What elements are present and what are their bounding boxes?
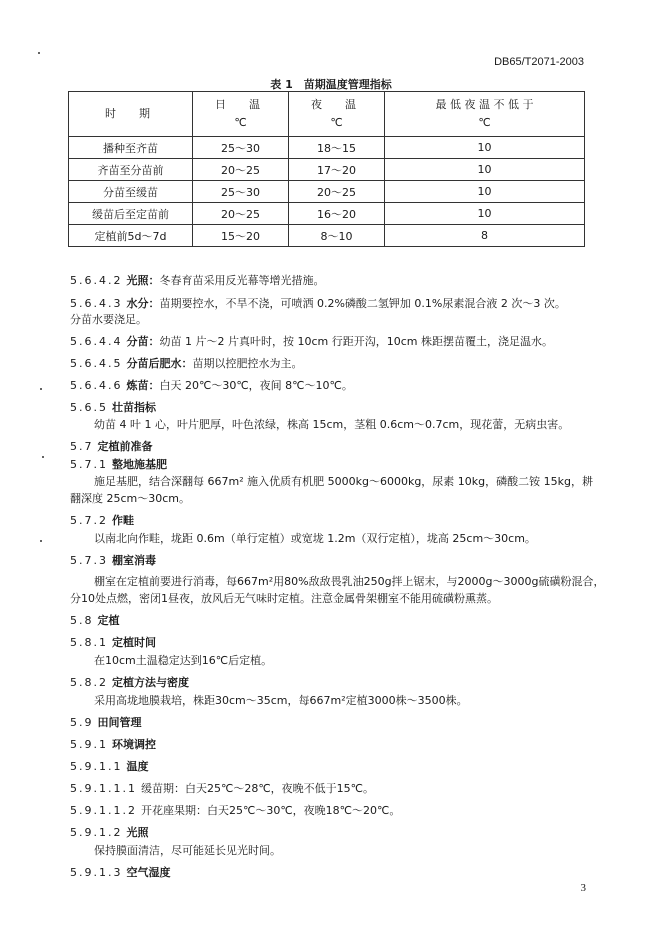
section-line — [70, 554, 156, 568]
section-text: 施足基肥，结合深翻每 667m² 施入优质有机肥 5000kg～6000kg，尿素 10kg，磷酸二铵 15kg，耕 — [94, 475, 593, 488]
paragraph-line — [70, 492, 190, 506]
section-title: 棚室消毒 — [112, 554, 156, 567]
table-cell: 15～20 — [193, 225, 289, 247]
header-night-temp: 夜 温 ℃ — [289, 92, 385, 137]
section-line — [70, 804, 400, 818]
table-cell: 25～30 — [193, 181, 289, 203]
section-number: 5.8.1 — [70, 636, 108, 649]
section-line — [70, 676, 189, 690]
section-number: 5.7.3 — [70, 554, 108, 567]
section-number: 5.7 — [70, 440, 94, 453]
section-text: 在10cm土温稳定达到16℃后定植。 — [94, 654, 273, 667]
table-cell: 17～20 — [289, 159, 385, 181]
table-row — [69, 225, 585, 247]
section-line — [70, 357, 302, 371]
section-text: 幼苗 1 片～2 片真叶时，按 10cm 行距开沟，10cm 株距摆苗覆土，浇足温水。 — [159, 335, 553, 348]
section-number: 5.9 — [70, 716, 94, 729]
section-line — [70, 716, 142, 730]
section-text: 幼苗 4 叶 1 心，叶片肥厚，叶色浓绿，株高 15cm，茎粗 0.6cm～0.7cm，现花蕾，无病虫害。 — [94, 418, 570, 431]
section-number: 5.6.4.3 — [70, 297, 123, 310]
section-number: 5.9.1.2 — [70, 826, 123, 839]
table-cell: 分苗至缓苗 — [69, 181, 193, 203]
section-text: 冬春育苗采用反光幕等增光措施。 — [159, 274, 325, 287]
section-line — [70, 335, 553, 349]
section-text: 苗期以控肥控水为主。 — [192, 357, 303, 370]
paragraph-line — [70, 313, 147, 327]
section-title: 定植时间 — [112, 636, 156, 649]
section-line — [70, 614, 120, 628]
table-cell: 10 — [385, 159, 585, 181]
paragraph-line — [94, 694, 468, 708]
section-title: 田间管理 — [97, 716, 142, 729]
section-line — [70, 866, 170, 880]
section-title: 分苗： — [126, 335, 160, 348]
table-cell: 20～25 — [193, 159, 289, 181]
section-text: 保持膜面清洁，尽可能延长见光时间。 — [94, 844, 281, 857]
section-number: 5.6.4.2 — [70, 274, 123, 287]
section-number: 5.9.1.3 — [70, 866, 123, 879]
section-title: 光照： — [126, 274, 160, 287]
section-line — [70, 760, 148, 774]
section-number: 5.6.4.5 — [70, 357, 123, 370]
section-title: 定植方法与密度 — [112, 676, 189, 689]
table-cell: 10 — [385, 137, 585, 159]
section-text: 以南北向作畦，垅距 0.6m（单行定植）或宽垅 1.2m（双行定植），垅高 25cm～30cm。 — [94, 532, 536, 545]
paragraph-line — [70, 592, 498, 606]
table-row — [69, 137, 585, 159]
section-number: 5.9.1.1.1 — [70, 782, 137, 795]
paragraph-line — [94, 475, 593, 489]
table-row — [69, 159, 585, 181]
section-number: 5.7.1 — [70, 458, 108, 471]
section-title: 分苗后肥水： — [126, 357, 193, 370]
section-text: 分10处点燃，密闭1昼夜，放风后无气味时定植。注意金属骨架棚室不能用硫磺粉熏蒸。 — [70, 592, 498, 605]
table-cell: 齐苗至分苗前 — [69, 159, 193, 181]
section-line — [70, 440, 153, 454]
section-text: 翻深度 25cm～30cm。 — [70, 492, 191, 505]
table-row — [69, 203, 585, 225]
table-cell: 25～30 — [193, 137, 289, 159]
section-number: 5.6.4.6 — [70, 379, 123, 392]
scan-mark — [38, 52, 40, 54]
paragraph-line — [94, 654, 272, 668]
header-period: 时 期 — [69, 92, 193, 137]
section-text: 白天 20℃～30℃，夜间 8℃～10℃。 — [159, 379, 353, 392]
paragraph-line — [94, 418, 569, 432]
section-title: 空气湿度 — [126, 866, 171, 879]
section-title: 定植 — [97, 614, 120, 627]
table-cell: 8～10 — [289, 225, 385, 247]
section-line — [70, 379, 353, 393]
section-line — [70, 738, 156, 752]
table-row — [69, 181, 585, 203]
section-number: 5.9.1 — [70, 738, 108, 751]
table-cell: 20～25 — [193, 203, 289, 225]
section-title: 作畦 — [112, 514, 134, 527]
section-number: 5.7.2 — [70, 514, 108, 527]
section-number: 5.8.2 — [70, 676, 108, 689]
paragraph-line — [94, 532, 536, 546]
section-text: 棚室在定植前要进行消毒，每667m²用80%敌敌畏乳油250g拌上锯末，与2000g～3000g硫磺粉混合， — [94, 575, 605, 588]
section-line — [70, 514, 134, 528]
section-title: 定植前准备 — [97, 440, 153, 453]
section-title: 炼苗： — [126, 379, 160, 392]
scan-mark — [40, 388, 42, 390]
section-number: 5.9.1.1.2 — [70, 804, 137, 817]
header-day-temp: 日 温 ℃ — [193, 92, 289, 137]
section-line — [70, 826, 148, 840]
paragraph-line — [94, 844, 281, 858]
section-number: 5.9.1.1 — [70, 760, 123, 773]
section-text: 苗期要控水，不旱不浇，可喷洒 0.2%磷酸二氢钾加 0.1%尿素混合液 2 次～3 次。 — [159, 297, 566, 310]
page-number: 3 — [580, 882, 586, 894]
section-line — [70, 636, 156, 650]
table-cell: 8 — [385, 225, 585, 247]
section-title: 环境调控 — [112, 738, 156, 751]
table-cell: 18～15 — [289, 137, 385, 159]
table-cell: 10 — [385, 181, 585, 203]
section-line — [70, 458, 167, 472]
table-cell: 16～20 — [289, 203, 385, 225]
section-line — [70, 274, 324, 288]
paragraph-line — [94, 575, 605, 589]
section-number: 5.8 — [70, 614, 94, 627]
section-text: 缓苗期：白天25℃～28℃，夜晚不低于15℃。 — [140, 782, 375, 795]
section-line — [70, 297, 566, 311]
section-title: 整地施基肥 — [112, 458, 167, 471]
table-header-row — [69, 92, 585, 137]
document-code: DB65/T2071-2003 — [494, 56, 584, 68]
table-cell: 定植前5d～7d — [69, 225, 193, 247]
section-title: 壮苗指标 — [112, 401, 156, 414]
table-cell: 缓苗后至定苗前 — [69, 203, 193, 225]
section-number: 5.6.5 — [70, 401, 108, 414]
scan-mark — [42, 456, 44, 458]
section-line — [70, 782, 374, 796]
table-cell: 20～25 — [289, 181, 385, 203]
scan-mark — [40, 540, 42, 542]
header-min-night-temp: 最 低 夜 温 不 低 于 ℃ — [385, 92, 585, 137]
table-cell: 10 — [385, 203, 585, 225]
section-text: 采用高垅地膜栽培，株距30cm～35cm，每667m²定植3000株～3500株。 — [94, 694, 468, 707]
section-line — [70, 401, 156, 415]
section-title: 水分： — [126, 297, 160, 310]
table-caption: 表 1 苗期温度管理指标 — [270, 78, 392, 91]
section-title: 温度 — [126, 760, 149, 773]
section-text: 分苗水要浇足。 — [70, 313, 147, 326]
section-text: 开花座果期：白天25℃～30℃，夜晚18℃～20℃。 — [140, 804, 401, 817]
temperature-table — [68, 91, 585, 247]
section-title: 光照 — [126, 826, 149, 839]
section-number: 5.6.4.4 — [70, 335, 123, 348]
table-cell: 播种至齐苗 — [69, 137, 193, 159]
